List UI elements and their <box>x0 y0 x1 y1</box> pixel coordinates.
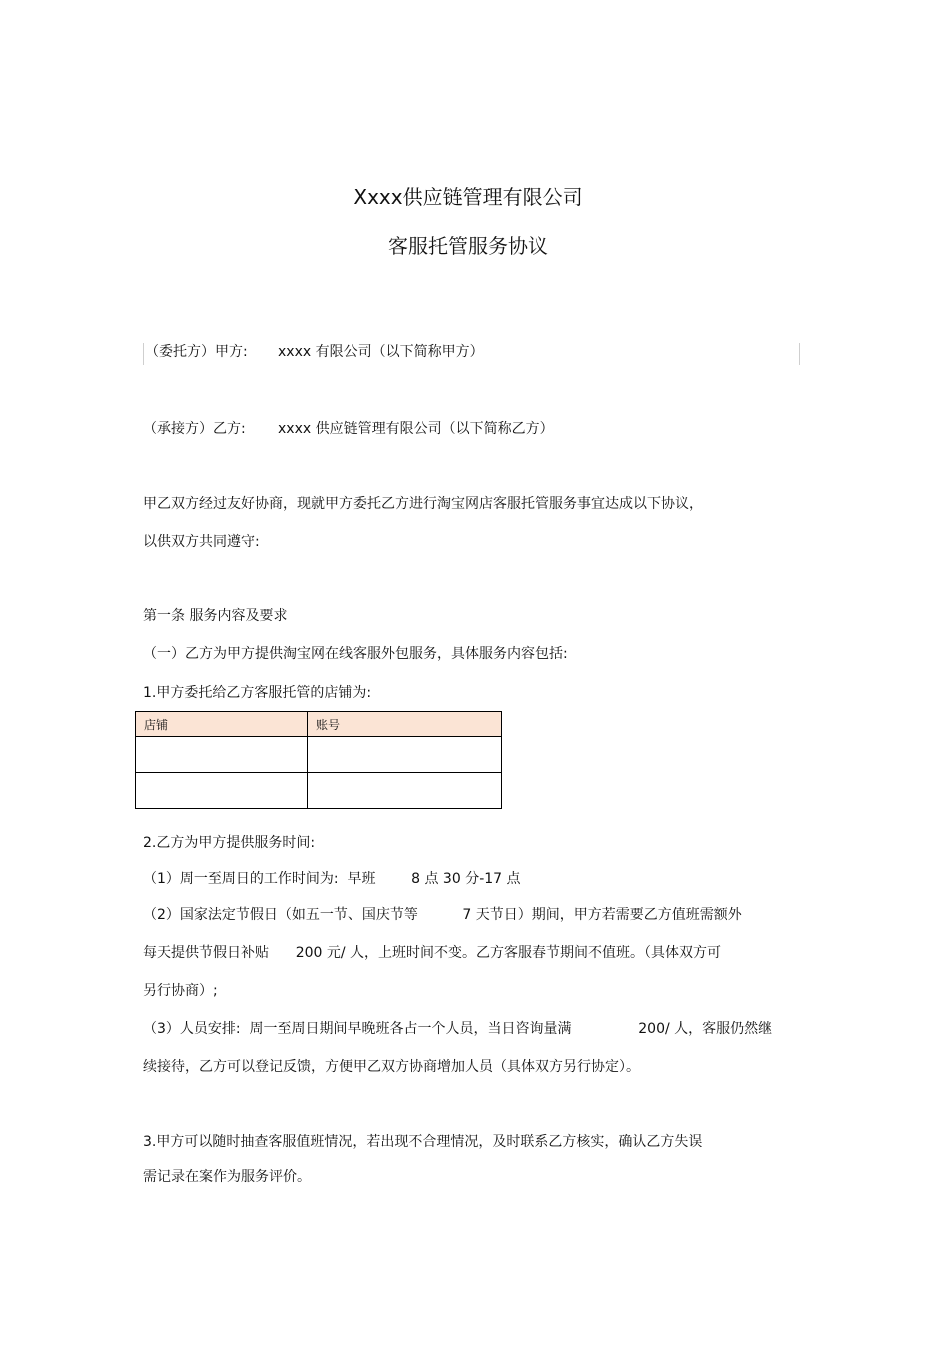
service-time-p2-line-2: 每天提供节假日补贴 200 元/ 人，上班时间不变。乙方客服春节期间不值班。（具体双方可 <box>143 945 722 961</box>
item-3-line-1: 3.甲方可以随时抽查客服值班情况，若出现不合理情况，及时联系乙方核实，确认乙方失误 <box>143 1134 703 1150</box>
table-cell <box>308 773 502 809</box>
service-time-p1: （1）周一至周日的工作时间为: 早班 8 点 30 分-17 点 <box>143 871 521 887</box>
table-cell <box>308 737 502 773</box>
article-1-sub-1: （一）乙方为甲方提供淘宝网在线客服外包服务，具体服务内容包括: <box>143 646 568 662</box>
agreement-title: 客服托管服务协议 <box>388 234 548 258</box>
service-time-p2-line-1: （2）国家法定节假日（如五一节、国庆节等 7 天节日）期间，甲方若需要乙方值班需额外 <box>143 907 742 923</box>
article-1-item-1: 1.甲方委托给乙方客服托管的店铺为: <box>143 685 372 701</box>
shop-account-table <box>135 711 502 809</box>
party-a-label: （委托方）甲方: <box>145 344 248 360</box>
party-b-value: xxxx 供应链管理有限公司（以下简称乙方） <box>278 421 554 437</box>
margin-mark-right <box>799 343 800 365</box>
item-3-line-2: 需记录在案作为服务评价。 <box>143 1169 311 1185</box>
margin-mark-left <box>143 343 144 365</box>
company-title: Xxxx供应链管理有限公司 <box>353 185 583 209</box>
service-time-p2-line-3: 另行协商）; <box>143 983 218 999</box>
table-row <box>136 773 502 809</box>
party-a-value: xxxx 有限公司（以下简称甲方） <box>278 344 484 360</box>
table-row <box>136 737 502 773</box>
table-cell <box>136 737 308 773</box>
service-time-p3-line-1: （3）人员安排: 周一至周日期间早晚班各占一个人员，当日咨询量满 200/ 人，客服仍然继 <box>143 1021 773 1037</box>
table-header-shop: 店铺 <box>136 712 308 737</box>
table-header-account: 账号 <box>308 712 502 737</box>
article-1-heading: 第一条 服务内容及要求 <box>143 608 288 624</box>
table-header-row <box>136 712 502 737</box>
service-time-p3-line-2: 续接待，乙方可以登记反馈，方便甲乙双方协商增加人员（具体双方另行协定）。 <box>143 1059 640 1075</box>
intro-line-2: 以供双方共同遵守: <box>143 534 260 550</box>
service-time-heading: 2.乙方为甲方提供服务时间: <box>143 835 316 851</box>
party-b-label: （承接方）乙方: <box>143 421 246 437</box>
table-cell <box>136 773 308 809</box>
intro-line-1: 甲乙双方经过友好协商，现就甲方委托乙方进行淘宝网店客服托管服务事宜达成以下协议， <box>143 496 703 512</box>
